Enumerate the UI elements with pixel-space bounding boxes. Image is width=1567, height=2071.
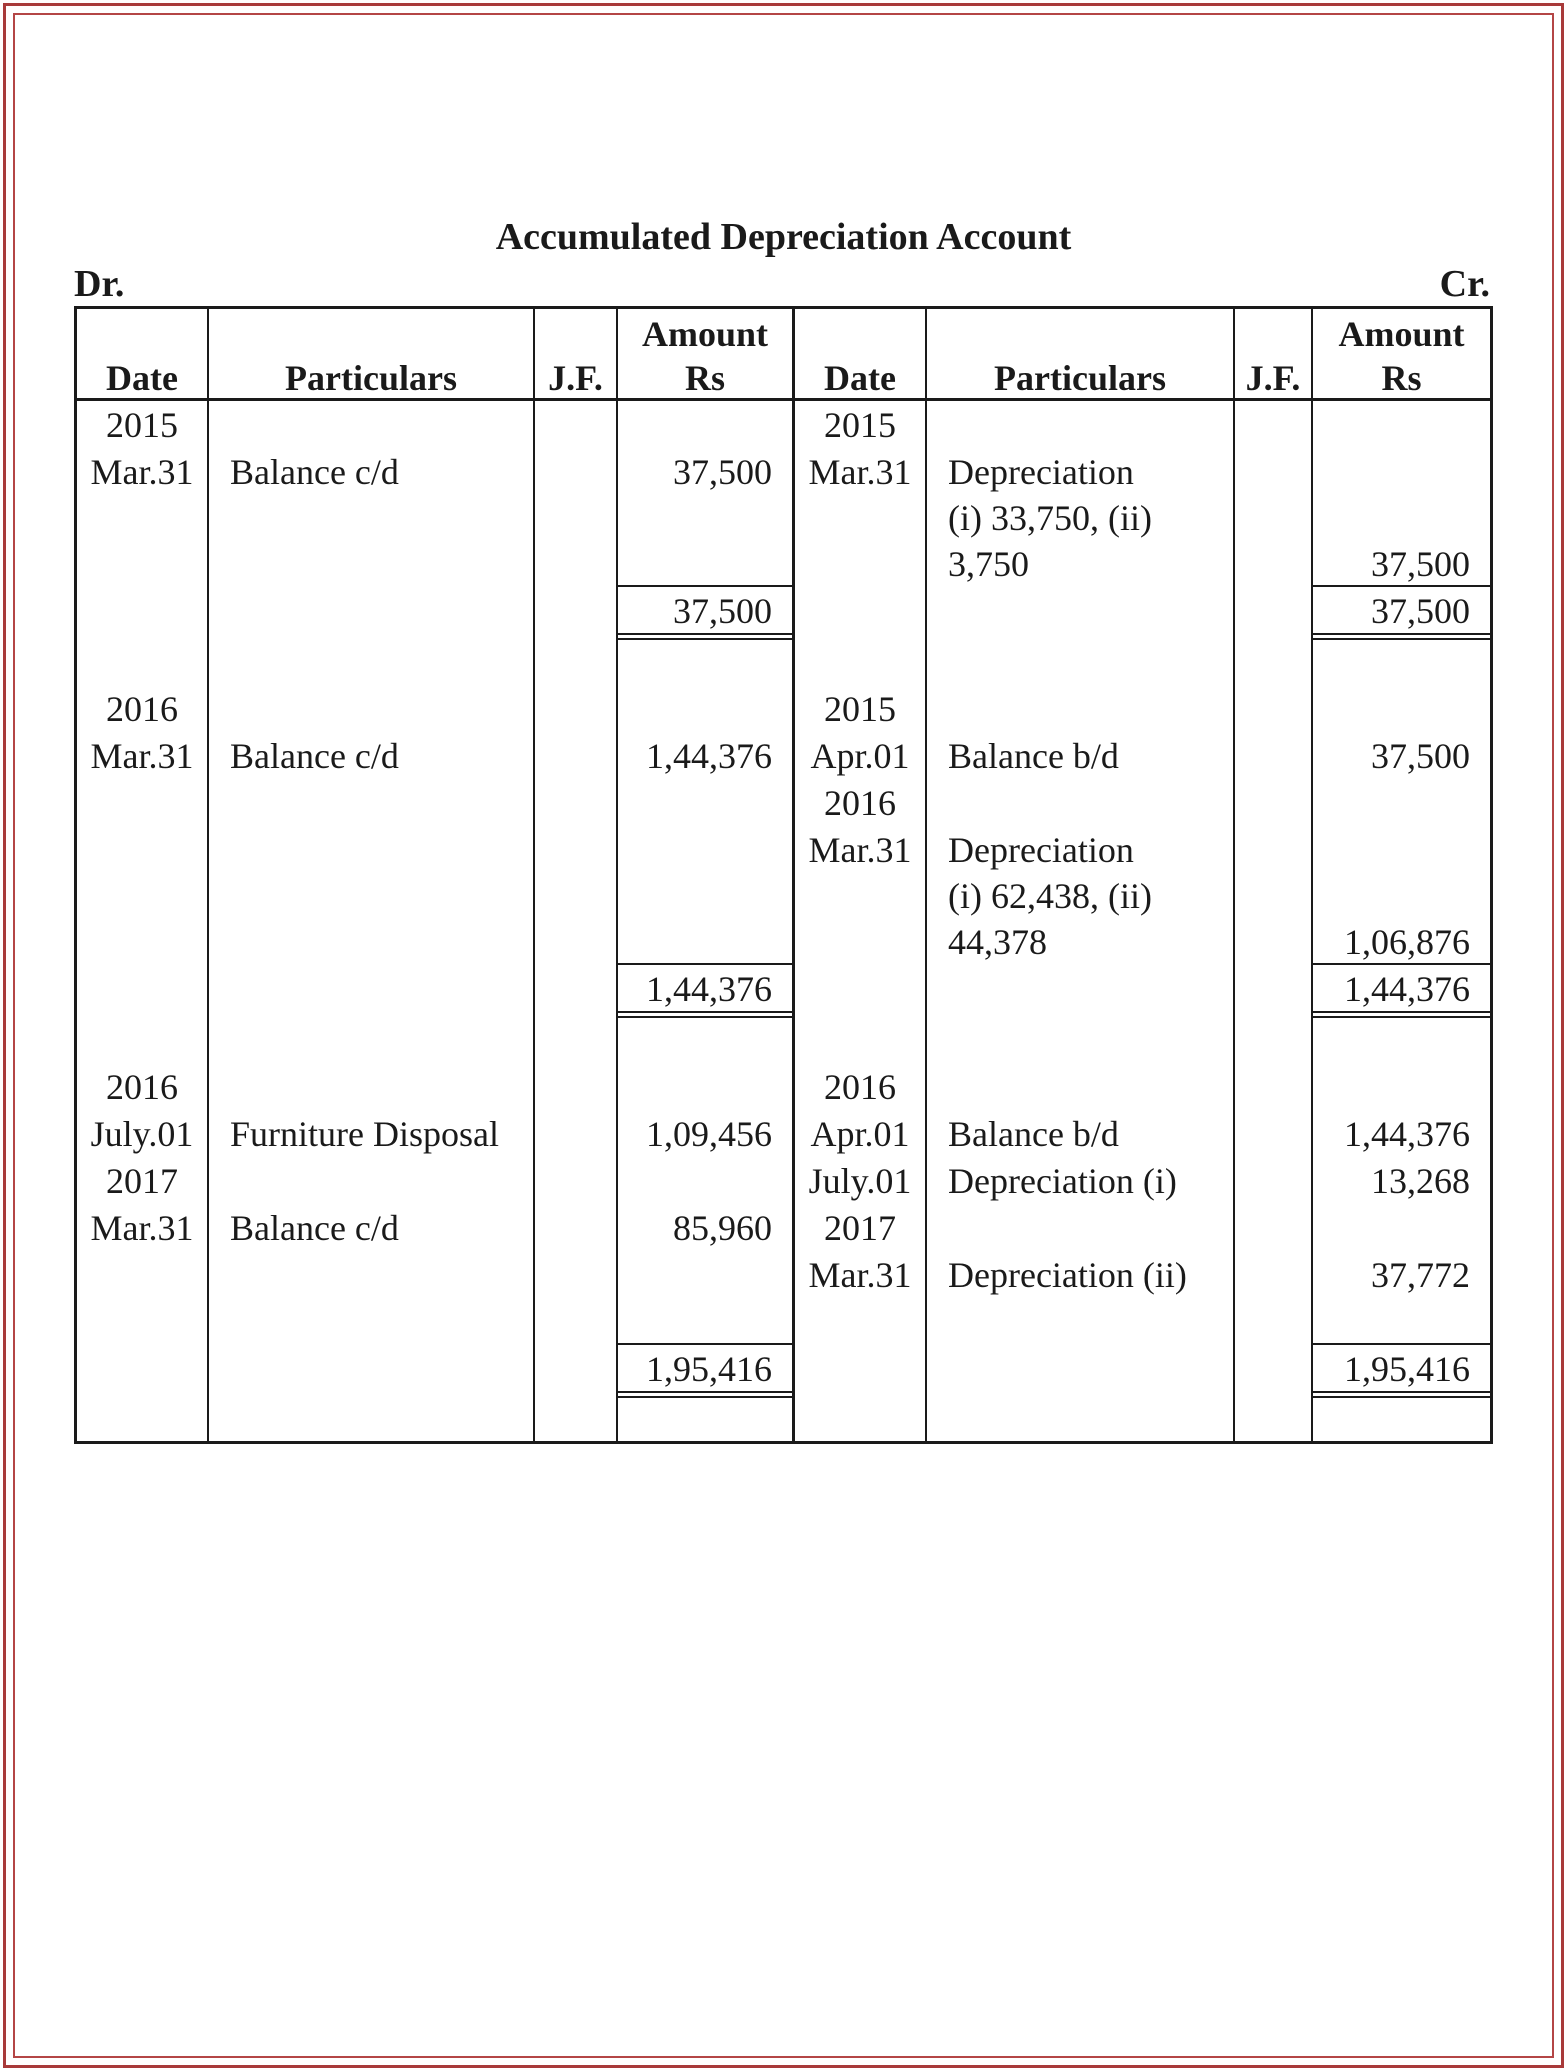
debit-amount: 37,500 [673, 452, 772, 492]
credit-amount: 37,500 [1371, 544, 1470, 584]
header-particulars-debit: Particulars [285, 358, 457, 398]
total-rule [1312, 638, 1492, 640]
credit-particulars: (i) 33,750, (ii) [948, 498, 1152, 538]
credit-date: Mar.31 [808, 452, 912, 492]
debit-date: Mar.31 [90, 452, 194, 492]
debit-particulars: Balance c/d [230, 736, 399, 776]
credit-amount: 1,06,876 [1344, 922, 1470, 962]
column-divider [1233, 306, 1235, 1444]
header-rs-debit: Rs [684, 358, 725, 398]
header-particulars-credit: Particulars [994, 358, 1166, 398]
table-border [74, 306, 1493, 309]
total-rule [1312, 1016, 1492, 1018]
total-rule [1312, 1343, 1492, 1345]
table-border [1490, 306, 1493, 1444]
credit-amount: 37,772 [1371, 1255, 1470, 1295]
credit-particulars: Balance b/d [948, 736, 1119, 776]
credit-amount: 1,44,376 [1344, 1114, 1470, 1154]
debit-date: Mar.31 [90, 1208, 194, 1248]
header-jf-debit: J.F. [548, 358, 603, 398]
credit-particulars: Depreciation (i) [948, 1161, 1177, 1201]
debit-date: Mar.31 [90, 736, 194, 776]
credit-date: July.01 [808, 1161, 912, 1201]
header-date-debit: Date [106, 358, 178, 398]
credit-particulars: Depreciation [948, 452, 1134, 492]
credit-total: 37,500 [1371, 591, 1470, 631]
table-border [74, 1441, 1493, 1444]
debit-amount: 1,44,376 [646, 736, 772, 776]
debit-total: 1,44,376 [646, 969, 772, 1009]
credit-amount: 13,268 [1371, 1161, 1470, 1201]
column-divider [925, 306, 927, 1444]
credit-date: Apr.01 [810, 1114, 910, 1154]
credit-particulars: (i) 62,438, (ii) [948, 876, 1152, 916]
total-rule [617, 963, 793, 965]
debit-year: 2015 [106, 405, 178, 445]
credit-label: Cr. [1439, 263, 1490, 305]
debit-year: 2017 [106, 1161, 178, 1201]
debit-date: July.01 [90, 1114, 194, 1154]
credit-particulars: Balance b/d [948, 1114, 1119, 1154]
debit-particulars: Furniture Disposal [230, 1114, 499, 1154]
debit-year: 2016 [106, 1067, 178, 1107]
account-title: Accumulated Depreciation Account [495, 216, 1072, 258]
credit-year: 2016 [824, 1067, 896, 1107]
credit-year: 2015 [824, 689, 896, 729]
credit-particulars: 44,378 [948, 922, 1047, 962]
debit-particulars: Balance c/d [230, 1208, 399, 1248]
debit-total: 1,95,416 [646, 1349, 772, 1389]
header-rs-credit: Rs [1381, 358, 1422, 398]
total-rule [617, 1343, 793, 1345]
total-rule [617, 1396, 793, 1398]
debit-particulars: Balance c/d [230, 452, 399, 492]
credit-total: 1,95,416 [1344, 1349, 1470, 1389]
credit-year: 2017 [824, 1208, 896, 1248]
total-rule [617, 1016, 793, 1018]
credit-year: 2016 [824, 783, 896, 823]
total-rule [617, 638, 793, 640]
debit-label: Dr. [74, 263, 125, 305]
credit-date: Apr.01 [810, 736, 910, 776]
credit-particulars: Depreciation (ii) [948, 1255, 1187, 1295]
credit-total: 1,44,376 [1344, 969, 1470, 1009]
debit-year: 2016 [106, 689, 178, 729]
credit-particulars: 3,750 [948, 544, 1029, 584]
credit-particulars: Depreciation [948, 830, 1134, 870]
credit-amount: 37,500 [1371, 736, 1470, 776]
debit-amount: 1,09,456 [646, 1114, 772, 1154]
column-divider [207, 306, 209, 1444]
credit-year: 2015 [824, 405, 896, 445]
header-amount-debit: Amount [641, 314, 769, 354]
debit-total: 37,500 [673, 591, 772, 631]
total-rule [1312, 1396, 1492, 1398]
header-date-credit: Date [824, 358, 896, 398]
total-rule [617, 585, 793, 587]
credit-date: Mar.31 [808, 830, 912, 870]
credit-date: Mar.31 [808, 1255, 912, 1295]
debit-amount: 85,960 [673, 1208, 772, 1248]
column-divider [533, 306, 535, 1444]
header-jf-credit: J.F. [1245, 358, 1301, 398]
header-amount-credit: Amount [1338, 314, 1465, 354]
